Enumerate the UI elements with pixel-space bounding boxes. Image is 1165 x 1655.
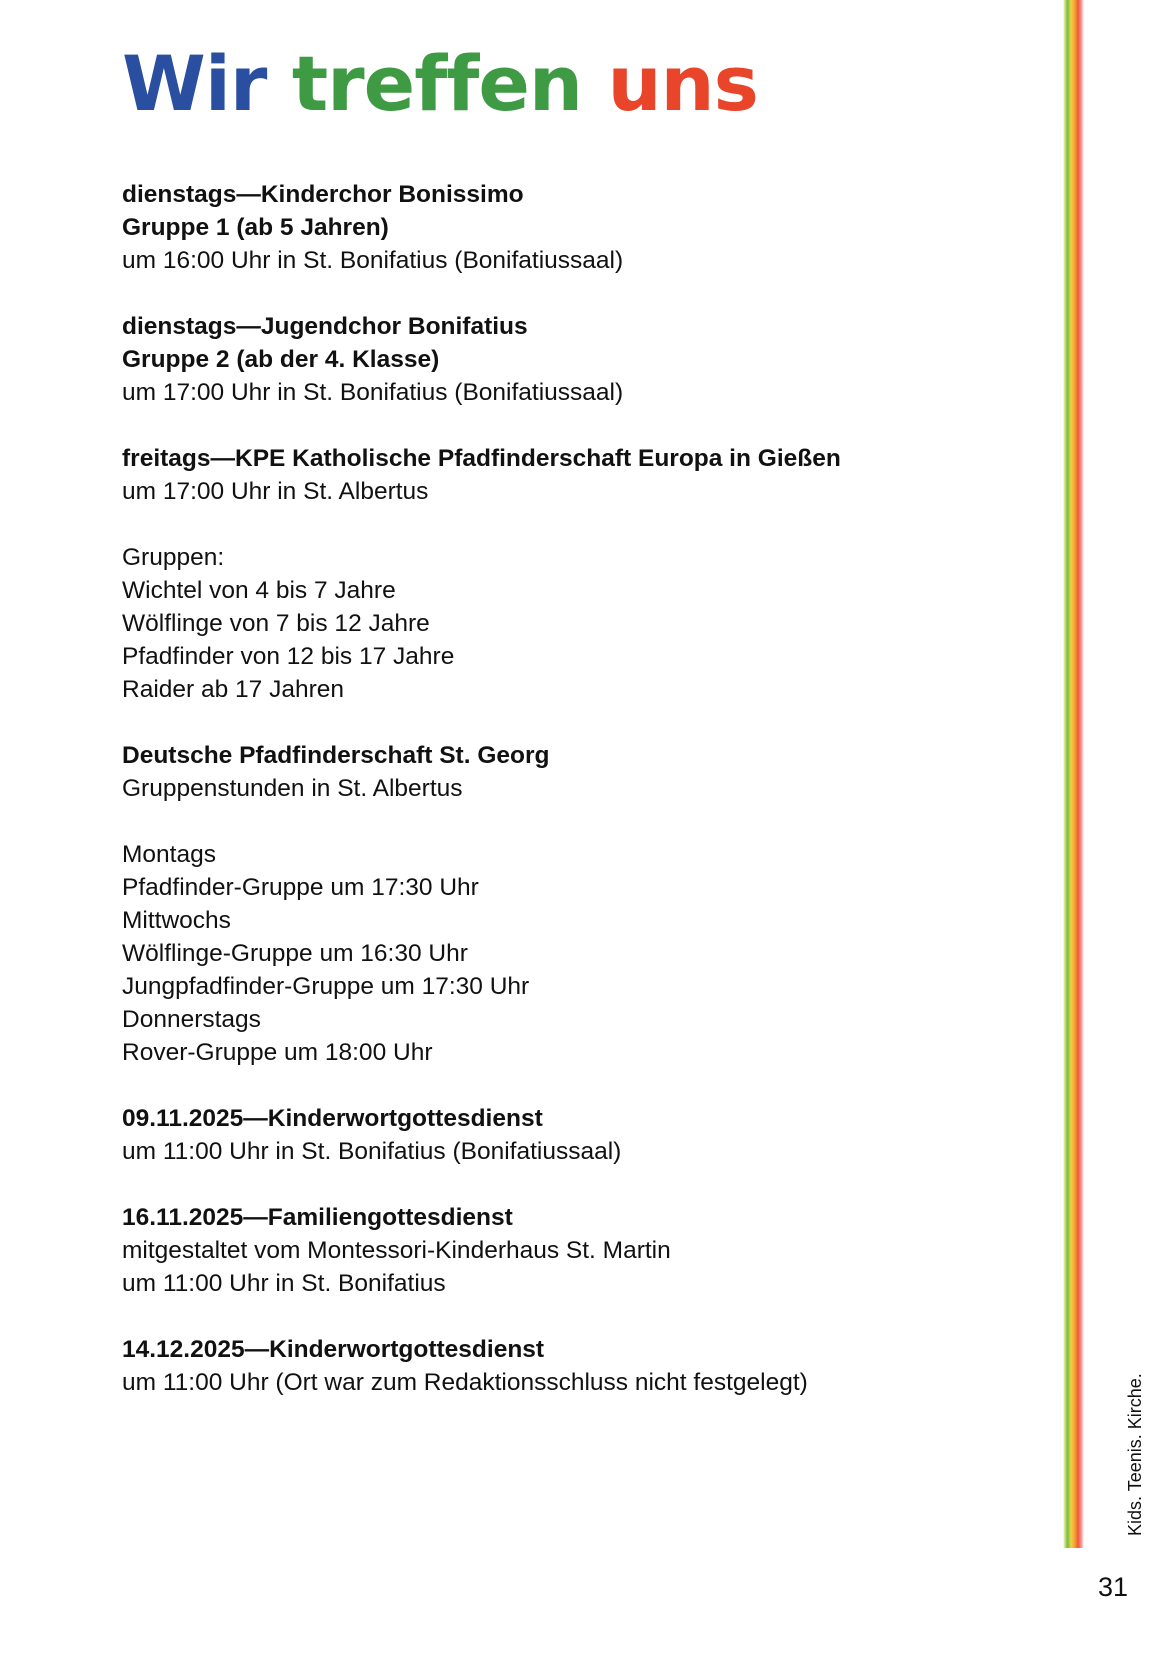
block-text: um 11:00 Uhr in St. Bonifatius (Bonifatiussaal)	[122, 1138, 622, 1165]
block-text: um 11:00 Uhr in St. Bonifatius	[122, 1270, 446, 1297]
title-word-2: treffen	[291, 39, 582, 128]
block-spacer	[122, 1300, 982, 1333]
page-number: 31	[1098, 1572, 1129, 1602]
block-text: um 11:00 Uhr (Ort war zum Redaktionsschluss nicht festgelegt)	[122, 1369, 808, 1396]
block-text: Wölflinge-Gruppe um 16:30 Uhr	[122, 940, 468, 967]
block-spacer	[122, 409, 982, 442]
schedule-block	[122, 1102, 982, 1168]
block-text: Raider ab 17 Jahren	[122, 676, 345, 703]
block-text: Wölflinge von 7 bis 12 Jahre	[122, 610, 430, 637]
block-text: Pfadfinder-Gruppe um 17:30 Uhr	[122, 874, 479, 901]
schedule-block	[122, 541, 982, 706]
block-text: mitgestaltet vom Montessori-Kinderhaus St. Martin	[122, 1237, 671, 1264]
block-spacer	[122, 706, 982, 739]
block-spacer	[122, 508, 982, 541]
block-text: Mittwochs	[122, 907, 231, 934]
block-text: Donnerstags	[122, 1006, 261, 1033]
block-heading: dienstags—Kinderchor Bonissimo	[122, 181, 524, 208]
schedule-list	[122, 178, 982, 1399]
block-text: um 16:00 Uhr in St. Bonifatius (Bonifatiussaal)	[122, 247, 624, 274]
block-text: Jungpfadfinder-Gruppe um 17:30 Uhr	[122, 973, 530, 1000]
title-word-1: Wir	[122, 39, 267, 128]
block-spacer	[122, 277, 982, 310]
block-text: Gruppenstunden in St. Albertus	[122, 775, 463, 802]
page-title	[122, 39, 758, 128]
block-heading: 14.12.2025—Kinderwortgottesdienst	[122, 1336, 545, 1363]
title-word-3: uns	[607, 39, 758, 128]
block-heading: 09.11.2025—Kinderwortgottesdienst	[122, 1105, 543, 1132]
schedule-block	[122, 1201, 982, 1300]
block-heading: Gruppe 1 (ab 5 Jahren)	[122, 214, 389, 241]
block-heading: 16.11.2025—Familiengottesdienst	[122, 1204, 513, 1231]
block-text: Pfadfinder von 12 bis 17 Jahre	[122, 643, 455, 670]
schedule-block	[122, 739, 982, 805]
side-label: Kids. Teenis. Kirche.	[1125, 1373, 1145, 1536]
block-spacer	[122, 1069, 982, 1102]
block-heading: dienstags—Jugendchor Bonifatius	[122, 313, 528, 340]
block-text: Rover-Gruppe um 18:00 Uhr	[122, 1039, 433, 1066]
block-spacer	[122, 805, 982, 838]
block-text: Montags	[122, 841, 216, 868]
block-text: um 17:00 Uhr in St. Albertus	[122, 478, 429, 505]
block-heading: Deutsche Pfadfinderschaft St. Georg	[122, 742, 550, 769]
block-text: um 17:00 Uhr in St. Bonifatius (Bonifatiussaal)	[122, 379, 624, 406]
block-heading: Gruppe 2 (ab der 4. Klasse)	[122, 346, 440, 373]
block-text: Gruppen:	[122, 544, 225, 571]
block-spacer	[122, 1168, 982, 1201]
rainbow-stripe	[1063, 0, 1084, 1548]
schedule-block	[122, 838, 982, 1069]
schedule-block	[122, 442, 982, 508]
block-text: Wichtel von 4 bis 7 Jahre	[122, 577, 396, 604]
block-heading: freitags—KPE Katholische Pfadfinderschaft Europa in Gießen	[122, 445, 841, 472]
schedule-block	[122, 310, 982, 409]
schedule-block	[122, 1333, 982, 1399]
schedule-block	[122, 178, 982, 277]
